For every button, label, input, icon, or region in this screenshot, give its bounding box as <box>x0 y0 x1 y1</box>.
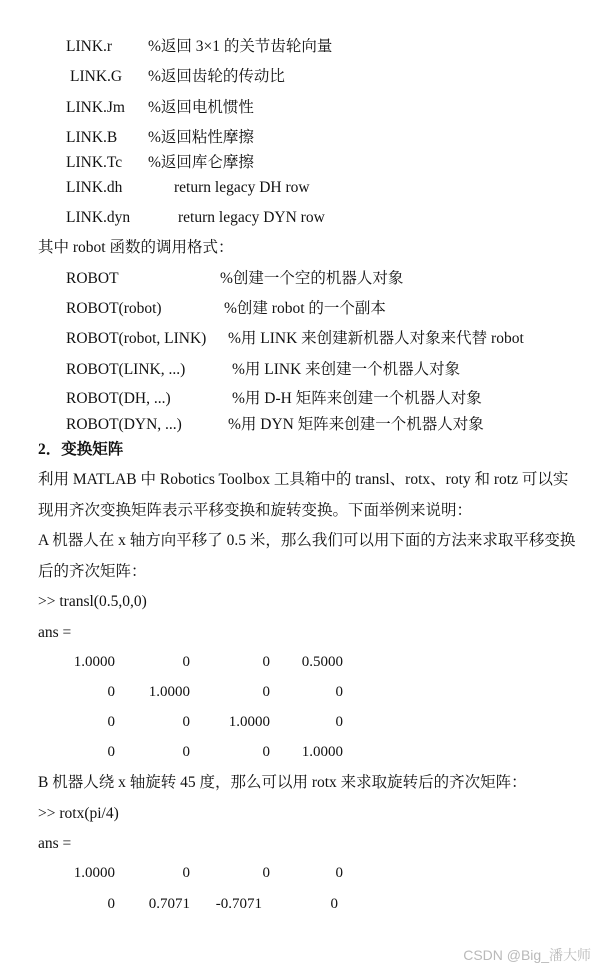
matrix-cell: 0 <box>107 744 115 760</box>
matrix-cell: 0 <box>182 714 190 730</box>
link-prop-desc: return legacy DYN row <box>178 209 325 226</box>
matrix-cell: 0 <box>107 684 115 700</box>
link-prop-name: LINK.Jm <box>66 99 125 116</box>
robot-call-name: ROBOT(DH, ...) <box>66 390 171 407</box>
link-prop-name: LINK.r <box>66 38 113 55</box>
matrix-cell: 0 <box>262 865 270 881</box>
paragraph-line: 现用齐次变换矩阵表示平移变换和旋转变换。下面举例来说明： <box>38 502 473 519</box>
matrix-cell: 0 <box>335 865 343 881</box>
matrix-cell: 0 <box>262 654 270 670</box>
matrix-cell: 0 <box>335 714 343 730</box>
link-prop-desc: %返回库仑摩擦 <box>148 154 254 171</box>
watermark-text: CSDN @Big_潘大师 <box>463 947 591 963</box>
matrix-cell: 1.0000 <box>73 654 115 670</box>
link-prop-name: LINK.Tc <box>66 154 123 171</box>
matrix-cell: 0 <box>335 684 343 700</box>
link-prop-name: LINK.dyn <box>66 209 131 226</box>
example-b-line: B 机器人绕 x 轴旋转 45 度，那么可以用 rotx 来求取旋转后的齐次矩阵： <box>38 774 527 791</box>
section-heading: 2．变换矩阵 <box>38 441 124 458</box>
robot-call-desc: %用 DYN 矩阵来创建一个机器人对象 <box>228 416 484 433</box>
link-prop-desc: return legacy DH row <box>174 179 310 196</box>
robot-call-desc: %用 LINK 来创建一个机器人对象 <box>232 361 461 378</box>
link-prop-name: LINK.B <box>66 129 118 146</box>
robot-call-name: ROBOT(robot) <box>66 300 162 317</box>
link-prop-name: LINK.dh <box>66 179 123 196</box>
matrix-cell: 1.0000 <box>73 865 115 881</box>
matrix-cell: 0 <box>182 865 190 881</box>
robot-call-name: ROBOT(robot, LINK) <box>66 330 207 347</box>
robot-call-name: ROBOT(DYN, ...) <box>66 416 182 433</box>
matrix-cell: 0 <box>107 896 115 912</box>
robot-call-desc: %用 LINK 来创建新机器人对象来代替 robot <box>228 330 524 347</box>
link-prop-name: LINK.G <box>70 68 123 85</box>
command-transl: >> transl(0.5,0,0) <box>38 593 147 610</box>
link-prop-desc: %返回粘性摩擦 <box>148 129 254 146</box>
example-a-line: 后的齐次矩阵： <box>38 563 147 580</box>
matrix-cell: 0 <box>262 684 270 700</box>
link-prop-desc: %返回齿轮的传动比 <box>148 68 285 85</box>
robot-call-name: ROBOT(LINK, ...) <box>66 361 186 378</box>
matrix-cell: 1.0000 <box>228 714 270 730</box>
matrix-cell: 0 <box>330 896 338 912</box>
matrix-cell: 0 <box>182 654 190 670</box>
matrix-cell: 1.0000 <box>148 684 190 700</box>
link-prop-desc: %返回电机惯性 <box>148 99 254 116</box>
robot-call-desc: %用 D-H 矩阵来创建一个机器人对象 <box>232 390 482 407</box>
matrix-cell: 0.5000 <box>301 654 343 670</box>
paragraph-line: 利用 MATLAB 中 Robotics Toolbox 工具箱中的 transl、rotx、roty 和 rotz 可以实 <box>38 471 569 488</box>
matrix-cell: 0 <box>262 744 270 760</box>
command-rotx: >> rotx(pi/4) <box>38 805 119 822</box>
robot-call-name: ROBOT <box>66 270 119 287</box>
matrix-cell: 0 <box>107 714 115 730</box>
matrix-cell: 0.7071 <box>148 896 190 912</box>
link-prop-desc: %返回 3×1 的关节齿轮向量 <box>148 38 333 55</box>
ans-label: ans = <box>38 835 72 852</box>
robot-call-desc: %创建一个空的机器人对象 <box>220 270 404 287</box>
example-a-line: A 机器人在 x 轴方向平移了 0.5 米，那么我们可以用下面的方法来求取平移变换 <box>38 532 576 549</box>
matrix-cell: 0 <box>182 744 190 760</box>
matrix-cell: 1.0000 <box>301 744 343 760</box>
matrix-cell: -0.7071 <box>215 896 262 912</box>
ans-label: ans = <box>38 624 72 641</box>
robot-call-desc: %创建 robot 的一个副本 <box>224 300 386 317</box>
robot-intro-text: 其中 robot 函数的调用格式： <box>38 239 234 256</box>
